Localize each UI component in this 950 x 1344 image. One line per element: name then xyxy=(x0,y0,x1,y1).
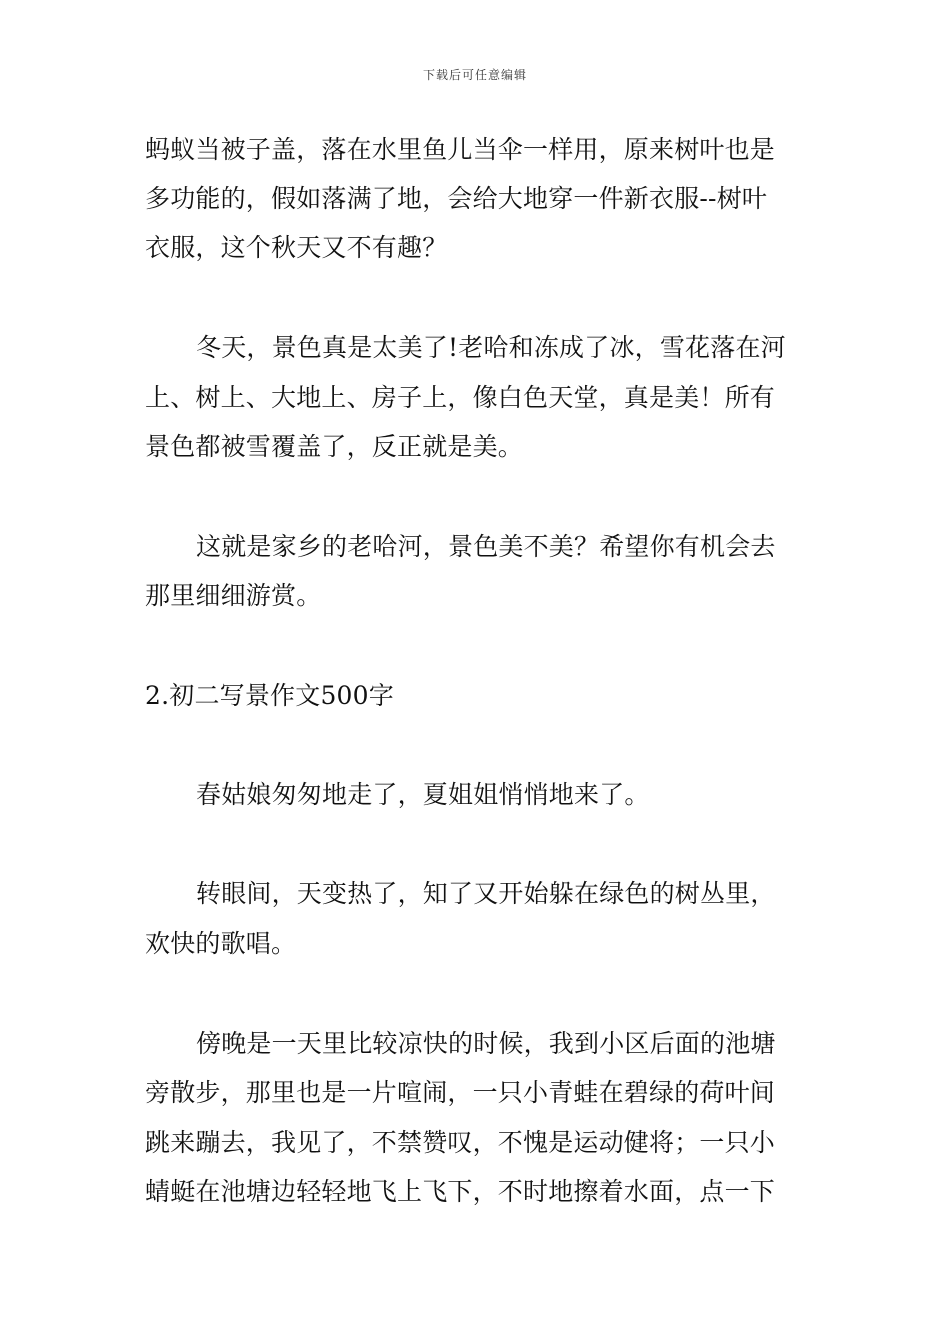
page-header: 下载后可任意编辑 xyxy=(422,68,527,82)
text-line: 跳来蹦去，我见了，不禁赞叹，不愧是运动健将；一只小 xyxy=(145,1128,776,1157)
text-line: 蜻蜓在池塘边轻轻地飞上飞下，不时地擦着水面，点一下 xyxy=(145,1177,776,1206)
text-line: 这就是家乡的老哈河，景色美不美？希望你有机会去 xyxy=(196,532,776,561)
section-heading: 2.初二写景作文500字 xyxy=(145,681,394,710)
text-line: 转眼间，天变热了，知了又开始躲在绿色的树丛里， xyxy=(196,879,776,908)
text-line: 傍晚是一天里比较凉快的时候，我到小区后面的池塘 xyxy=(196,1029,776,1058)
text-line: 多功能的，假如落满了地，会给大地穿一件新衣服--树叶 xyxy=(145,184,768,213)
text-line: 春姑娘匆匆地走了，夏姐姐悄悄地来了。 xyxy=(196,780,650,809)
text-line: 衣服，这个秋天又不有趣？ xyxy=(145,233,448,262)
text-line: 景色都被雪覆盖了，反正就是美。 xyxy=(145,432,524,461)
text-line: 那里细细游赏。 xyxy=(145,581,322,610)
text-line: 冬天，景色真是太美了!老哈和冻成了冰，雪花落在河 xyxy=(196,333,786,362)
text-line: 欢快的歌唱。 xyxy=(145,929,297,958)
text-line: 旁散步，那里也是一片喧闹，一只小青蛙在碧绿的荷叶间 xyxy=(145,1078,776,1107)
text-line: 蚂蚁当被子盖，落在水里鱼儿当伞一样用，原来树叶也是 xyxy=(145,135,776,164)
text-line: 上、树上、大地上、房子上，像白色天堂，真是美！所有 xyxy=(145,383,776,412)
